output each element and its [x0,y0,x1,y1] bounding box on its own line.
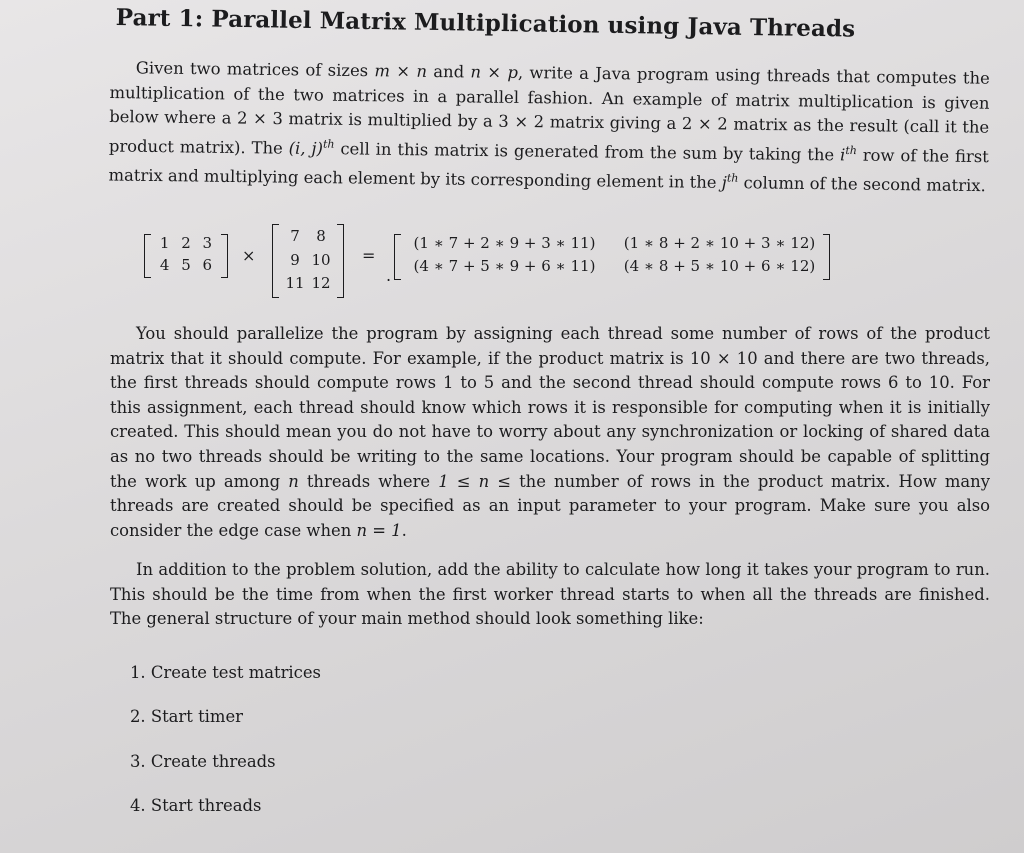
matrix-result-cell: (4 ∗ 8 + 5 ∗ 10 + 6 ∗ 12) [623,257,816,275]
matrix-b-cell: 10 [311,250,331,269]
superscript-th: th [726,171,739,185]
paragraph-parallelize [110,322,990,543]
matrix-a-cell: 2 [181,234,191,252]
text: the number of rows in the product matrix. How many threads are created should be specified as an input parameter to your program. Make sure you also consider the edge case when [110,471,990,540]
list-item: 4. Start threads [130,796,262,815]
matrix-a-cell: 3 [202,234,213,252]
matrix-result-cell: (1 ∗ 8 + 2 ∗ 10 + 3 ∗ 12) [623,234,816,252]
list-item: 1. Create test matrices [130,663,321,682]
matrix-result [394,234,830,280]
superscript-th: th [845,143,857,157]
math-range: 1 ≤ n ≤ [438,471,511,491]
math-j: j [721,172,727,192]
text: and [426,61,471,82]
math-dims-2: n × p [470,62,519,82]
list-item: 2. Start timer [130,707,243,726]
matrix-result-cell: (1 ∗ 7 + 2 ∗ 9 + 3 ∗ 11) [413,234,596,252]
section-title: Part 1: Parallel Matrix Multiplication using Java Threads [115,4,856,43]
math-cell-ij: (i, j) [288,138,324,158]
superscript-th: th [322,137,335,151]
text: You should parallelize the program by assigning each thread some number of rows of the product matrix that it should compute. For example, if the product matrix is 10 × 10 and there are two threads, the first threads should compute rows 1 to 5 and the second thread should compute rows 6 to 10. For this assignment, each thread should know which rows it is responsible for computing when it is initially created. This should mean you do not have to worry about any synchronization or locking of shared data as no two threads should be writing to the same locations. Your program should be capable of splitting the work up among [110,324,990,491]
matrix-result-cell: (4 ∗ 7 + 5 ∗ 9 + 6 ∗ 11) [413,257,596,275]
matrix-b-cell: 8 [316,227,326,245]
matrix-b-cell: 9 [290,250,300,269]
text: In addition to the problem solution, add the ability to calculate how long it takes your program to run. This should be the time from when the first worker thread starts to when all the threads are finished. The general structure of your main method should look something like: [110,560,990,629]
matrix-equation [136,222,856,302]
matrix-a-cell: 4 [159,256,170,274]
math-n: n [288,471,299,491]
text: cell in this matrix is generated from the sum by taking the [334,139,841,165]
times-operator: × [242,246,256,265]
matrix-b-cell: 12 [311,274,331,293]
list-item: 3. Create threads [130,752,276,771]
matrix-b [272,224,344,298]
text: threads where [298,471,439,491]
text: , write a Java program using threads that computes the multiplication of the two matrices in a parallel fashion. An example of matrix multiplication is given below where a 2 × 3 matrix is multiplied by a 3 × 2 matrix giving a 2 × 2 matrix as the result (call it the product matrix). The [108,62,990,158]
matrix-a-cell: 5 [181,256,191,274]
math-dims-1: m × n [374,61,428,81]
math-i: i [839,145,846,165]
paragraph-intro [108,56,990,199]
paragraph-timing [110,558,990,632]
matrix-a-cell: 1 [159,234,170,252]
matrix-a-cell: 6 [202,256,213,274]
text: row of the first matrix and multiplying each element by its corresponding element in the [108,145,989,192]
matrix-a [144,234,228,278]
math-edge-case: n = 1 [356,520,402,540]
text: Given two matrices of sizes [135,58,375,81]
equation-dot: . [386,266,392,285]
text: column of the second matrix. [738,172,986,196]
equals-operator: = [362,246,376,265]
matrix-b-cell: 11 [285,274,305,293]
matrix-b-cell: 7 [290,227,300,245]
text: . [401,520,407,540]
